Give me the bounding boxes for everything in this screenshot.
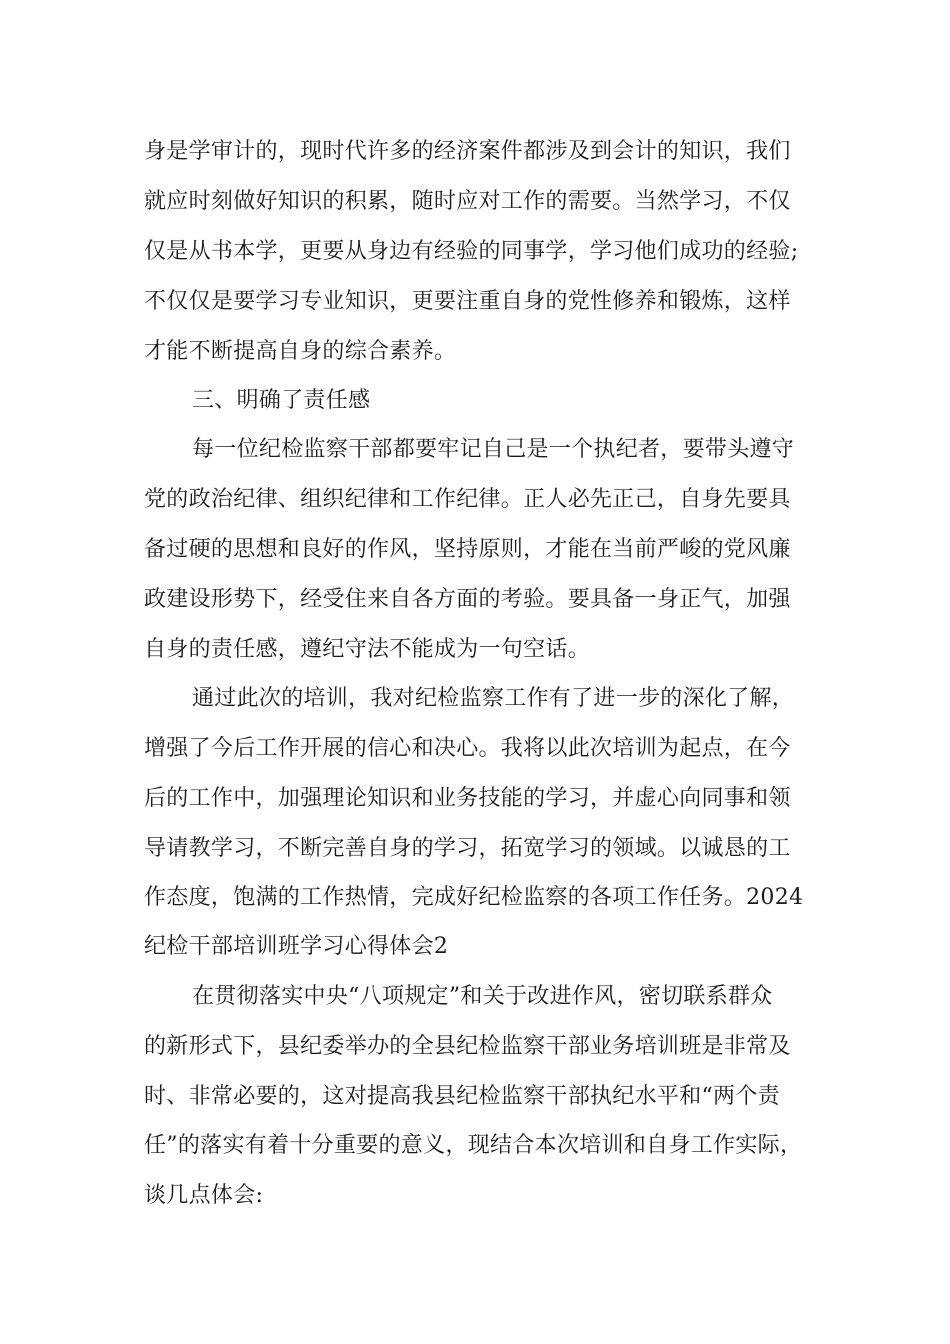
section-heading: 三、明确了责任感 bbox=[192, 388, 371, 413]
text-line: 作态度，饱满的工作热情，完成好纪检监察的各项工作任务。2024 bbox=[144, 885, 804, 910]
text-line: 备过硬的思想和良好的作风，坚持原则，才能在当前严峻的党风廉 bbox=[144, 537, 791, 562]
text-line: 政建设形势下，经受住来自各方面的考验。要具备一身正气，加强 bbox=[144, 587, 791, 612]
text-line: 党的政治纪律、组织纪律和工作纪律。正人必先正己，自身先要具 bbox=[144, 487, 791, 512]
text-line: 不仅仅是要学习专业知识，更要注重自身的党性修养和锻炼，这样 bbox=[144, 289, 791, 314]
text-line: 自身的责任感，遵纪守法不能成为一句空话。 bbox=[144, 637, 591, 662]
text-line: 的新形式下，县纪委举办的全县纪检监察干部业务培训班是非常及 bbox=[144, 1034, 791, 1059]
text-line: 增强了今后工作开展的信心和决心。我将以此次培训为起点，在今 bbox=[144, 736, 791, 761]
text-line: 身是学审计的，现时代许多的经济案件都涉及到会计的知识，我们 bbox=[144, 139, 791, 164]
text-line: 谈几点体会: bbox=[144, 1183, 264, 1208]
text-line: 才能不断提高自身的综合素养。 bbox=[144, 339, 457, 364]
text-line: 后的工作中，加强理论知识和业务技能的学习，并虚心向同事和领 bbox=[144, 786, 791, 811]
text-line: 通过此次的培训，我对纪检监察工作有了进一步的深化了解， bbox=[192, 686, 795, 711]
text-line: 任”的落实有着十分重要的意义，现结合本次培训和自身工作实际， bbox=[144, 1133, 803, 1158]
text-line: 仅是从书本学，更要从身边有经验的同事学，学习他们成功的经验; bbox=[144, 239, 799, 264]
text-line: 每一位纪检监察干部都要牢记自己是一个执纪者，要带头遵守 bbox=[192, 437, 795, 462]
text-line: 导请教学习，不断完善自身的学习，拓宽学习的领域。以诚恳的工 bbox=[144, 836, 791, 861]
text-line: 在贯彻落实中央“八项规定”和关于改进作风，密切联系群众 bbox=[192, 984, 773, 1009]
text-line: 时、非常必要的，这对提高我县纪检监察干部执纪水平和“两个责 bbox=[144, 1084, 780, 1109]
text-line: 就应时刻做好知识的积累，随时应对工作的需要。当然学习，不仅 bbox=[144, 189, 791, 214]
article-title: 纪检干部培训班学习心得体会2 bbox=[144, 934, 449, 959]
